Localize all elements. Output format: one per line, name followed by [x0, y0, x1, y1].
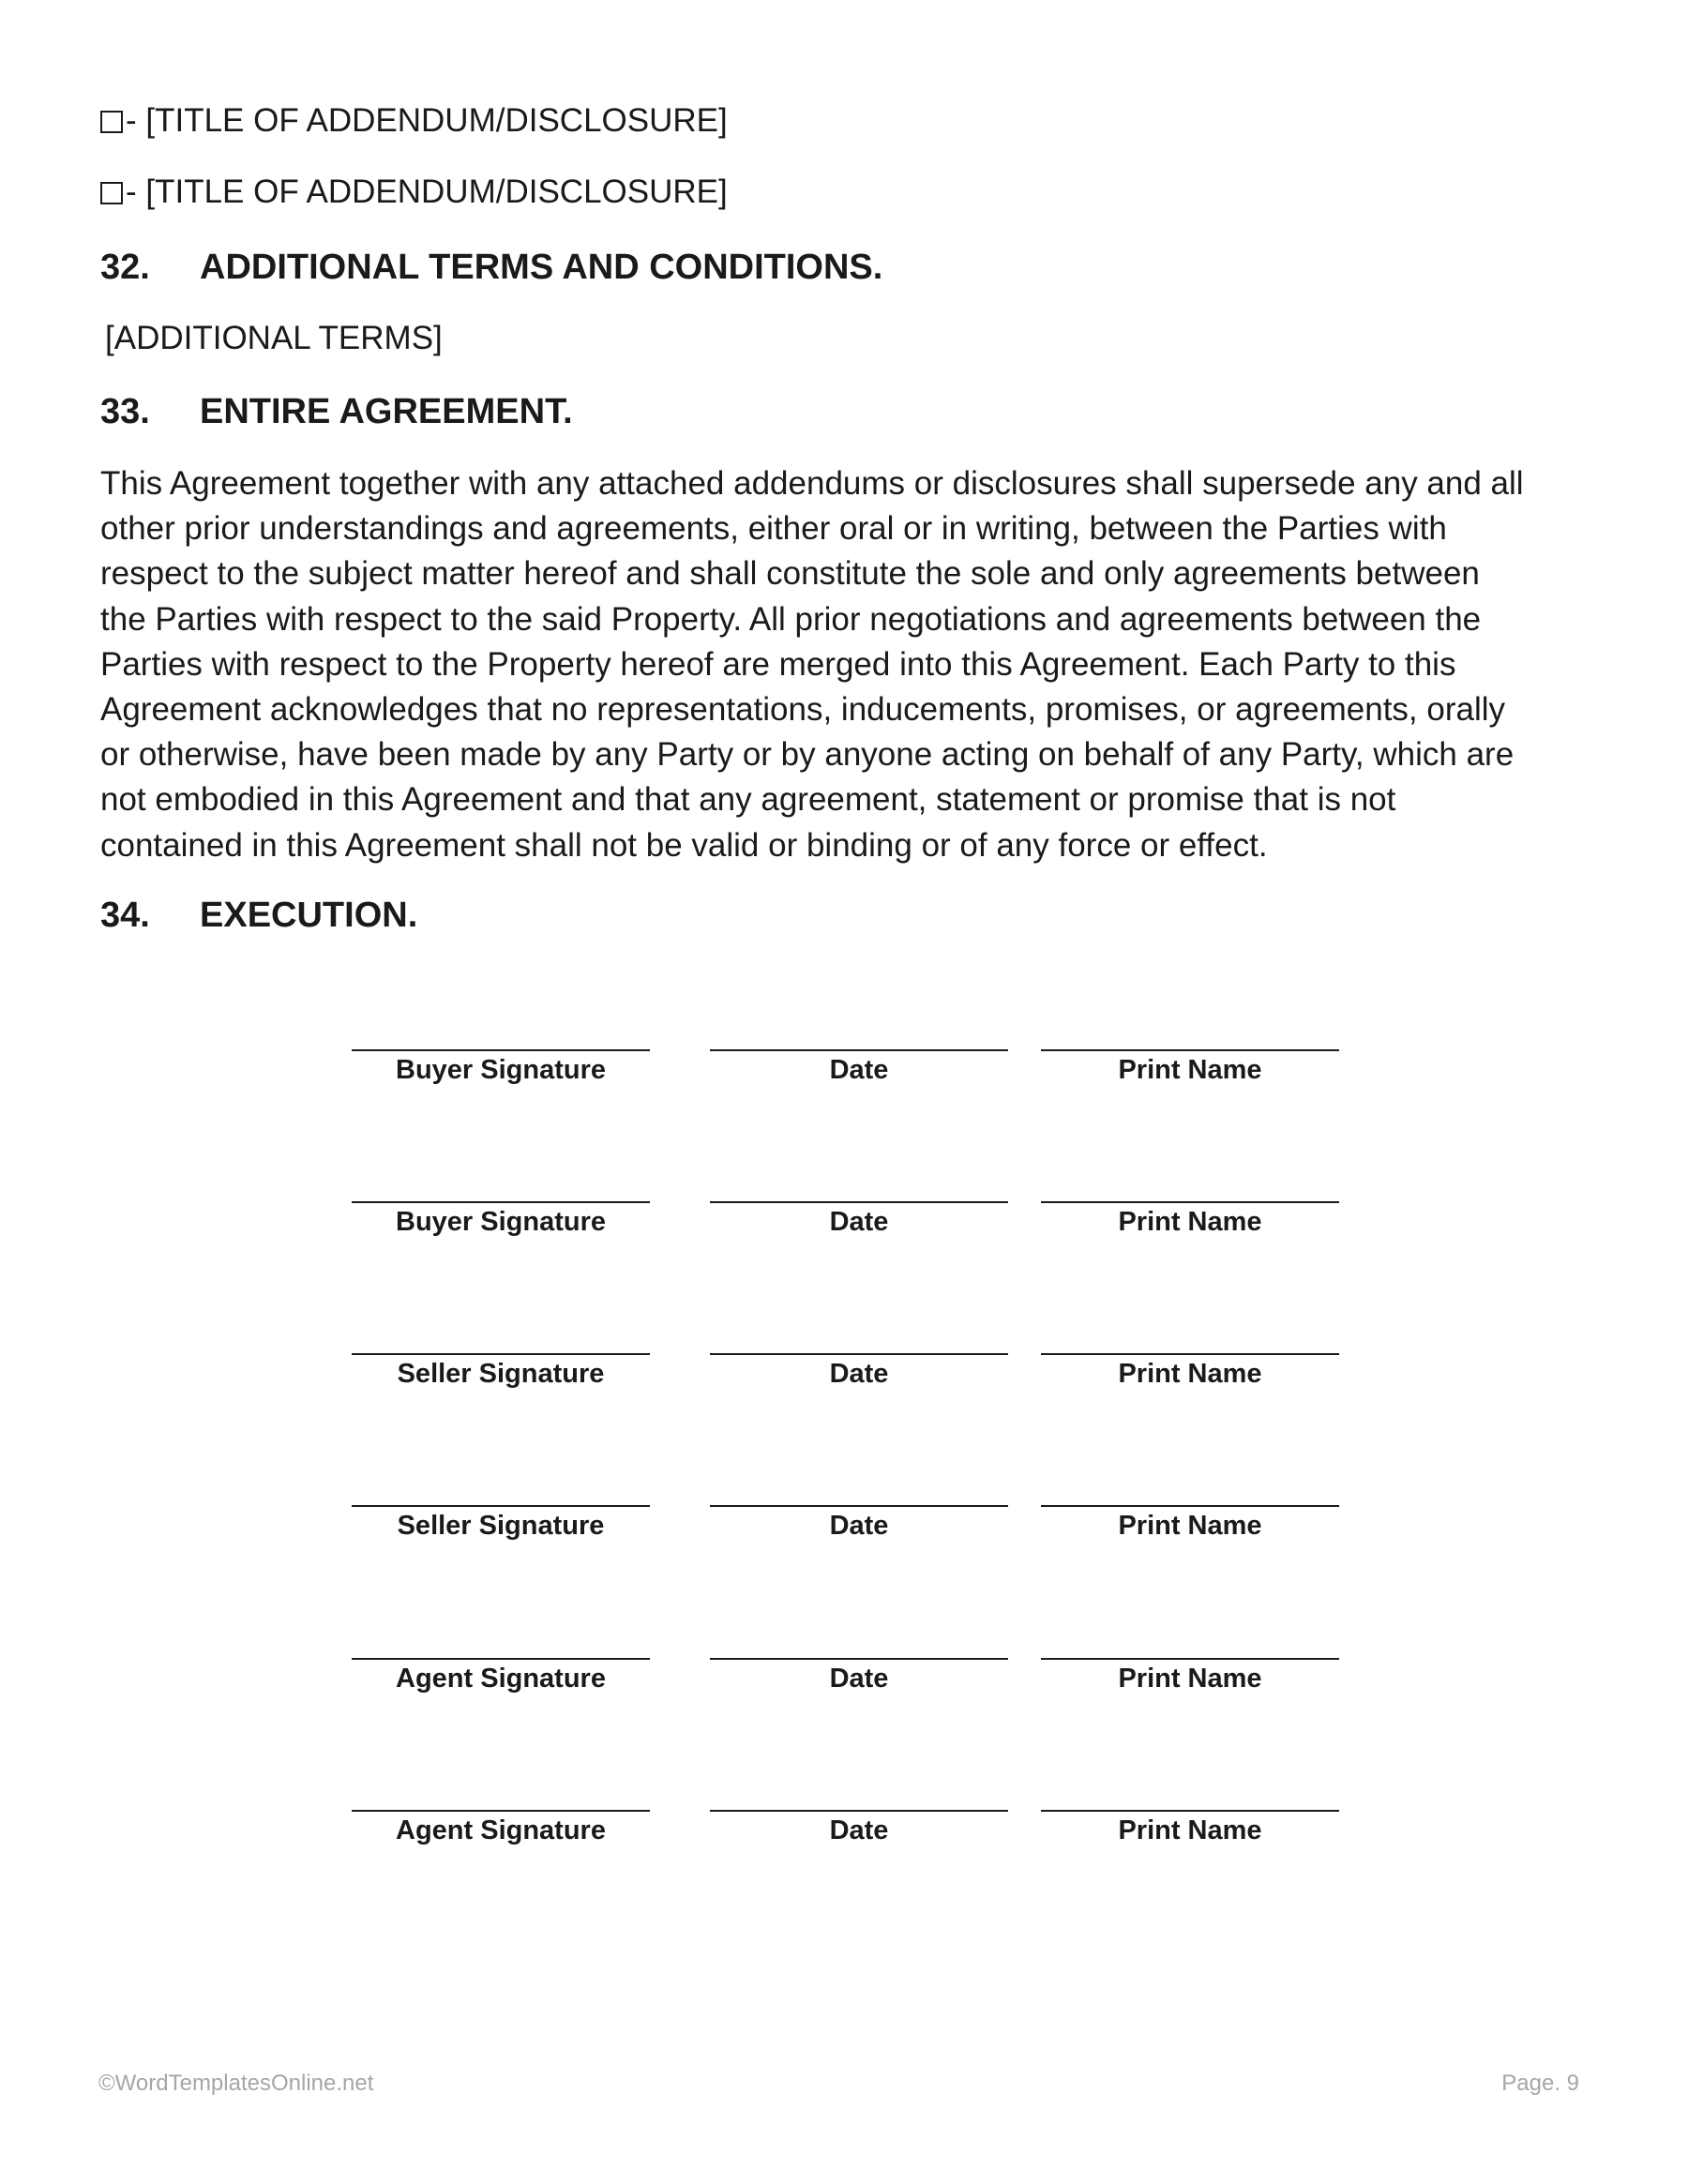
date-label: Date [829, 1207, 889, 1237]
signature-row [0, 1810, 1688, 1866]
entire-agreement-paragraph [100, 461, 1601, 868]
print-name-line [1041, 1049, 1339, 1051]
date-label: Date [829, 1359, 889, 1389]
signature-row [0, 1353, 1688, 1409]
signature-field[interactable] [352, 1201, 650, 1239]
signature-row [0, 1505, 1688, 1561]
print-name-field[interactable] [1041, 1810, 1339, 1847]
paragraph-line: contained in this Agreement shall not be valid or binding or of any force or effect. [100, 826, 1268, 864]
additional-terms-text: [ADDITIONAL TERMS] [105, 320, 443, 356]
date-field[interactable] [710, 1353, 1008, 1391]
print-name-field[interactable] [1041, 1505, 1339, 1543]
signature-label: Buyer Signature [396, 1207, 606, 1237]
section-number: 32. [100, 248, 150, 287]
signature-line [352, 1658, 650, 1660]
date-line [710, 1049, 1008, 1051]
signature-row [0, 1201, 1688, 1258]
date-line [710, 1505, 1008, 1507]
signature-line [352, 1201, 650, 1203]
print-name-label: Print Name [1118, 1207, 1262, 1237]
paragraph-line: Parties with respect to the Property hereof are merged into this Agreement. Each Party to this [100, 645, 1456, 683]
section-number: 33. [100, 392, 150, 431]
print-name-label: Print Name [1118, 1511, 1262, 1541]
paragraph-line: respect to the subject matter hereof and shall constitute the sole and only agreements between [100, 555, 1480, 593]
print-name-label: Print Name [1118, 1359, 1262, 1389]
section-heading-34 [100, 894, 417, 937]
paragraph-line: Agreement acknowledges that no representations, inducements, promises, or agreements, orally [100, 691, 1506, 729]
date-field[interactable] [710, 1810, 1008, 1847]
print-name-line [1041, 1810, 1339, 1812]
signature-label: Agent Signature [396, 1815, 606, 1845]
signature-row [0, 1049, 1688, 1106]
print-name-line [1041, 1353, 1339, 1355]
section-title: ENTIRE AGREEMENT. [200, 392, 573, 431]
print-name-line [1041, 1658, 1339, 1660]
signature-line [352, 1353, 650, 1355]
addendum-item [100, 101, 728, 141]
paragraph-line: or otherwise, have been made by any Party or by anyone acting on behalf of any Party, which are [100, 736, 1515, 774]
section-title: ADDITIONAL TERMS AND CONDITIONS. [200, 248, 883, 287]
section-heading-32 [100, 246, 882, 289]
print-name-field[interactable] [1041, 1201, 1339, 1239]
paragraph-line: not embodied in this Agreement and that any agreement, statement or promise that is not [100, 781, 1396, 819]
paragraph-line: This Agreement together with any attached addendums or disclosures shall supersede any and all [100, 465, 1524, 502]
section-heading-33 [100, 390, 573, 433]
date-field[interactable] [710, 1505, 1008, 1543]
signature-field[interactable] [352, 1353, 650, 1391]
signature-line [352, 1505, 650, 1507]
signature-row [0, 1658, 1688, 1714]
checkbox[interactable] [100, 111, 123, 133]
signature-line [352, 1049, 650, 1051]
date-label: Date [829, 1815, 889, 1845]
addendum-title: - [TITLE OF ADDENDUM/DISCLOSURE] [126, 173, 728, 210]
section-title: EXECUTION. [200, 896, 418, 935]
signature-field[interactable] [352, 1810, 650, 1847]
date-line [710, 1353, 1008, 1355]
signature-label: Agent Signature [396, 1664, 606, 1694]
signature-label: Buyer Signature [396, 1055, 606, 1085]
signature-label: Seller Signature [397, 1359, 605, 1389]
signature-field[interactable] [352, 1505, 650, 1543]
print-name-field[interactable] [1041, 1658, 1339, 1695]
date-line [710, 1658, 1008, 1660]
print-name-label: Print Name [1118, 1055, 1262, 1085]
footer-page-number: Page. 9 [1501, 2071, 1579, 2096]
date-field[interactable] [710, 1049, 1008, 1087]
date-label: Date [829, 1511, 889, 1541]
print-name-field[interactable] [1041, 1353, 1339, 1391]
print-name-line [1041, 1201, 1339, 1203]
print-name-label: Print Name [1118, 1815, 1262, 1845]
addendum-item [100, 173, 728, 212]
print-name-field[interactable] [1041, 1049, 1339, 1087]
checkbox[interactable] [100, 182, 123, 204]
print-name-label: Print Name [1118, 1664, 1262, 1694]
addendum-title: - [TITLE OF ADDENDUM/DISCLOSURE] [126, 102, 728, 139]
signature-field[interactable] [352, 1658, 650, 1695]
date-field[interactable] [710, 1201, 1008, 1239]
date-label: Date [829, 1055, 889, 1085]
paragraph-line: the Parties with respect to the said Property. All prior negotiations and agreements between the [100, 600, 1482, 638]
signature-label: Seller Signature [397, 1511, 605, 1541]
print-name-line [1041, 1505, 1339, 1507]
date-line [710, 1810, 1008, 1812]
date-label: Date [829, 1664, 889, 1694]
date-line [710, 1201, 1008, 1203]
section-number: 34. [100, 896, 150, 935]
footer-copyright: ©WordTemplatesOnline.net [98, 2071, 374, 2096]
signature-field[interactable] [352, 1049, 650, 1087]
signature-line [352, 1810, 650, 1812]
date-field[interactable] [710, 1658, 1008, 1695]
paragraph-line: other prior understandings and agreements, either oral or in writing, between the Parties with [100, 510, 1447, 548]
